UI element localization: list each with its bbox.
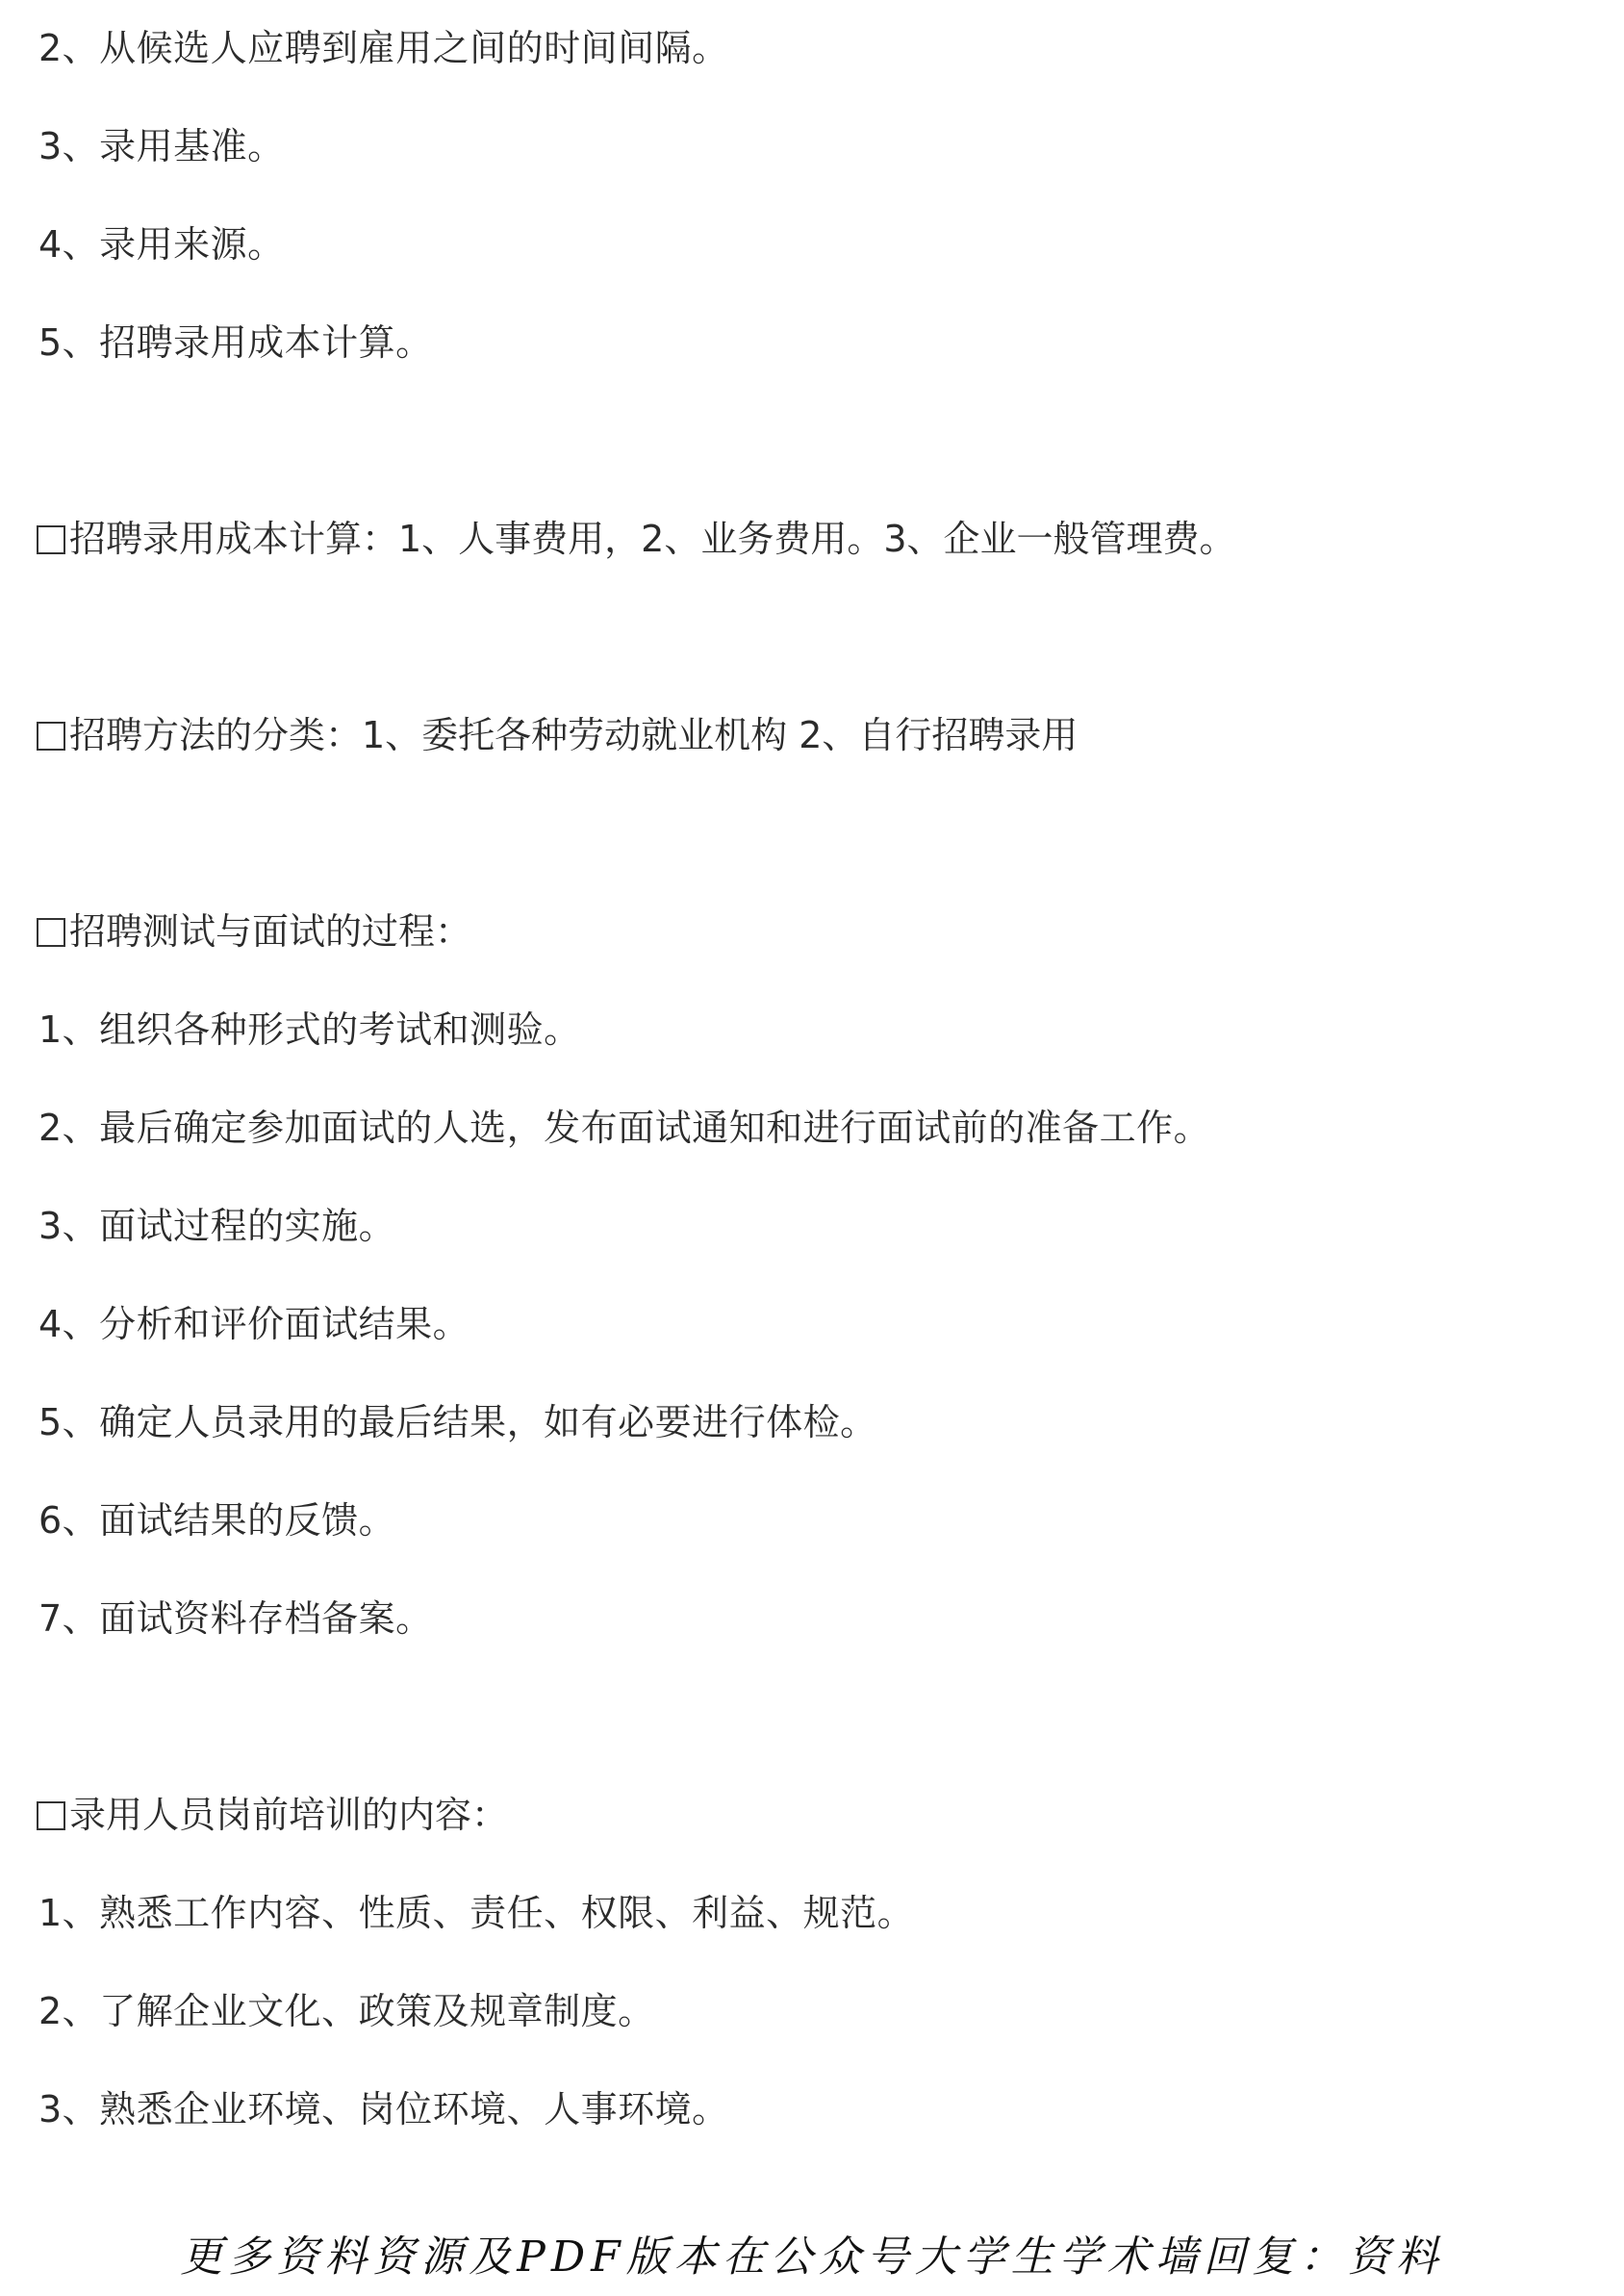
list-item: 6、面试结果的反馈。: [38, 1499, 396, 1542]
list-item: 5、确定人员录用的最后结果，如有必要进行体检。: [38, 1401, 877, 1443]
section-heading-methods: [37, 712, 1078, 758]
list-item: 3、录用基准。: [38, 125, 285, 167]
list-item: 4、录用来源。: [38, 223, 285, 266]
list-item: 1、组织各种形式的考试和测验。: [38, 1008, 581, 1051]
list-item: 3、熟悉企业环境、岗位环境、人事环境。: [38, 2088, 729, 2130]
checkbox-square-icon: [37, 1801, 65, 1830]
heading-text: 招聘测试与面试的过程：: [69, 910, 472, 953]
list-item: 5、招聘录用成本计算。: [38, 321, 433, 364]
section-heading-training: [37, 1792, 508, 1838]
list-item: 3、面试过程的实施。: [38, 1205, 396, 1247]
heading-text: 招聘录用成本计算：1、人事费用，2、业务费用。3、企业一般管理费。: [69, 518, 1236, 560]
checkbox-square-icon: [37, 722, 65, 751]
footer-note: 更多资料资源及PDF版本在公众号大学生学术墙回复：资料: [180, 2232, 1444, 2282]
section-heading-interview: [37, 908, 471, 955]
heading-text: 招聘方法的分类：1、委托各种劳动就业机构 2、自行招聘录用: [69, 714, 1078, 756]
list-item: 7、面试资料存档备案。: [38, 1597, 433, 1640]
checkbox-square-icon: [37, 918, 65, 947]
list-item: 4、分析和评价面试结果。: [38, 1303, 470, 1345]
list-item: 1、熟悉工作内容、性质、责任、权限、利益、规范。: [38, 1892, 915, 1934]
list-item: 2、了解企业文化、政策及规章制度。: [38, 1990, 655, 2032]
section-heading-cost: [37, 516, 1236, 562]
heading-text: 录用人员岗前培训的内容：: [69, 1794, 509, 1836]
list-item: 2、最后确定参加面试的人选，发布面试通知和进行面试前的准备工作。: [38, 1107, 1211, 1149]
list-item: 2、从候选人应聘到雇用之间的时间间隔。: [38, 27, 729, 69]
checkbox-square-icon: [37, 525, 65, 554]
